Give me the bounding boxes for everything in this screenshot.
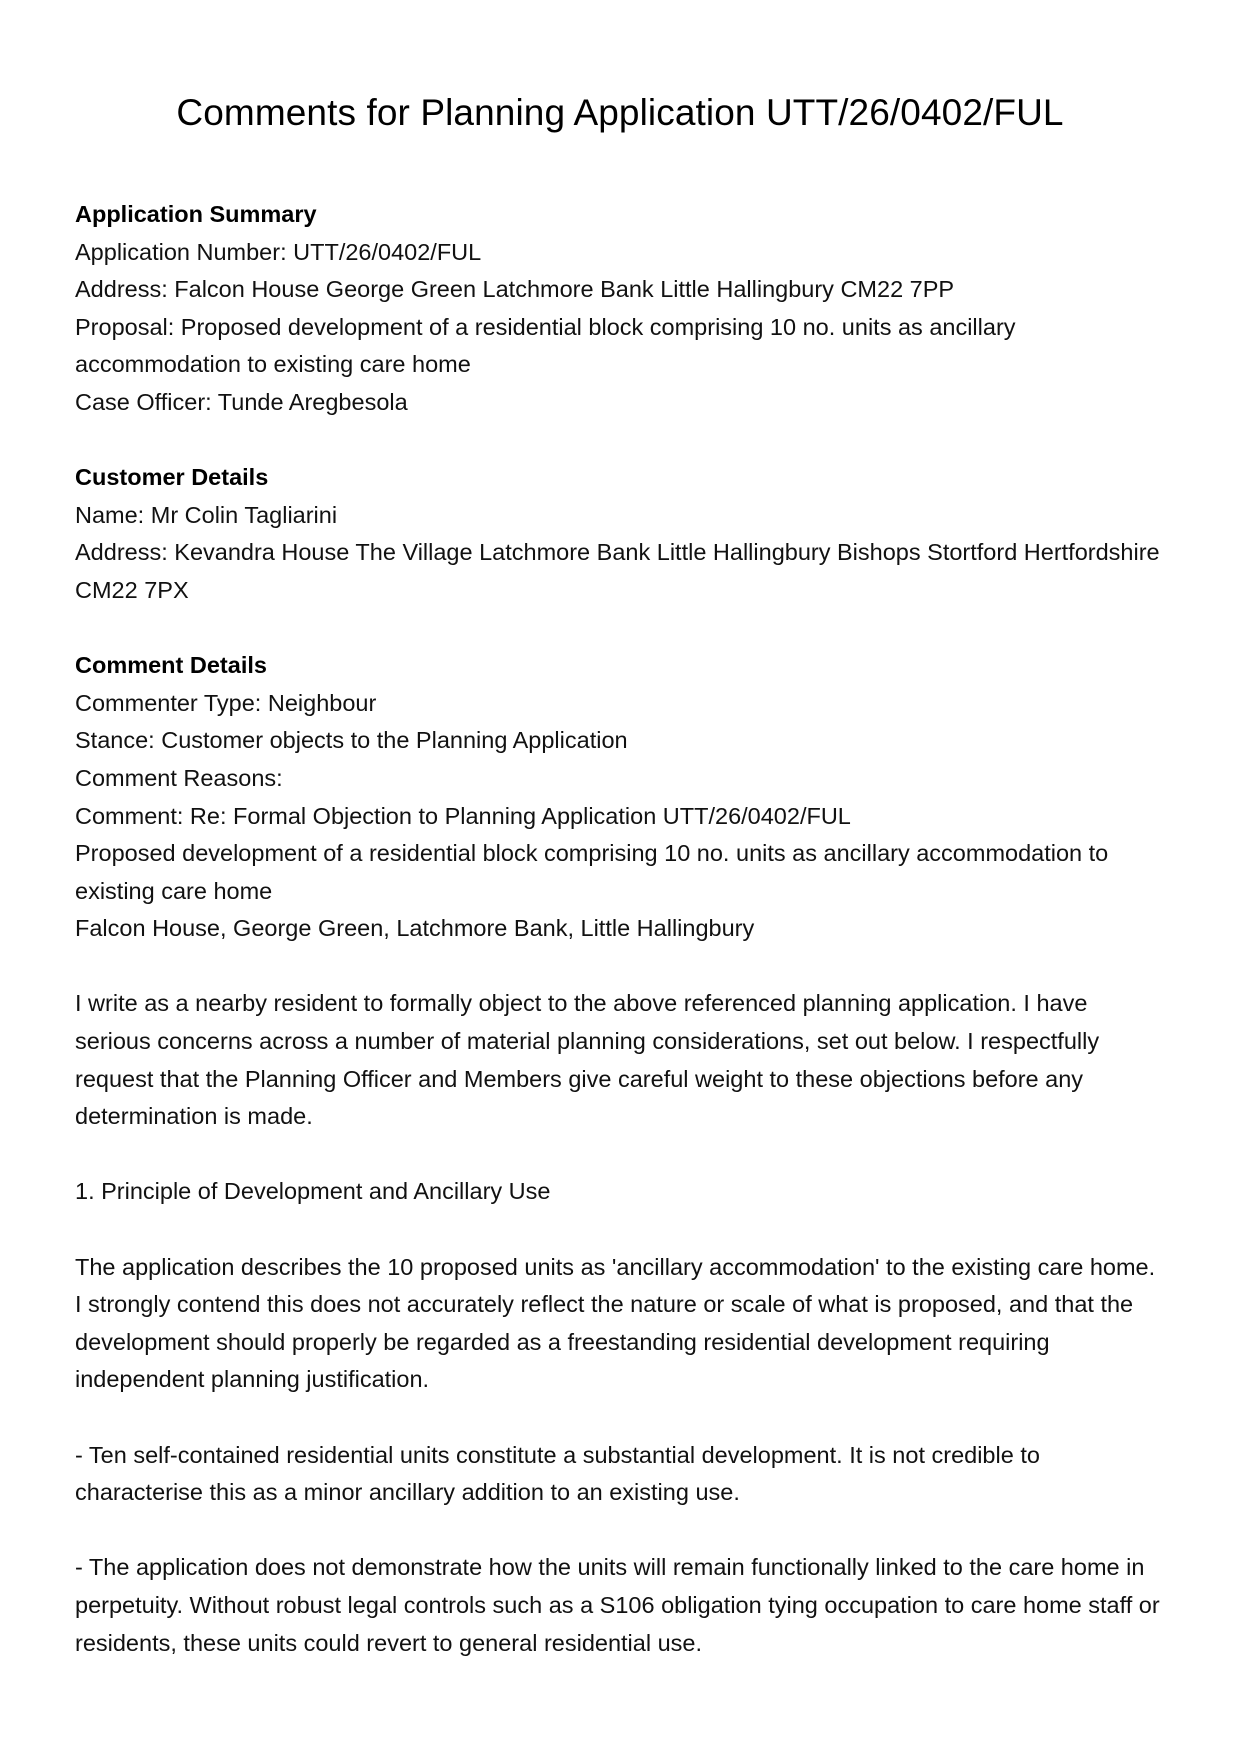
section-1-paragraph: The application describes the 10 proposed units as 'ancillary accommodation' to the existing care home. I strongly contend this does not accurately reflect the nature or scale of what is proposed, and that the development should properly be regarded as a freestanding residential development requiring independent planning justification.: [75, 1253, 1156, 1393]
bullet-point-2: - The application does not demonstrate how the units will remain functionally linked to the care home in perpetuity. Without robust legal controls such as a S106 obligation tying occupation to care home staff or residents, these units could revert to general residential use.: [75, 1554, 1160, 1656]
comment-subject: Comment: Re: Formal Objection to Planning Application UTT/26/0402/FUL: [75, 802, 851, 829]
spacer: [75, 1512, 1165, 1550]
site-address: Address: Falcon House George Green Latchmore Bank Little Hallingbury CM22 7PP: [75, 276, 955, 303]
commenter-type: Commenter Type: Neighbour: [75, 689, 377, 716]
proposal: Proposal: Proposed development of a residential block comprising 10 no. units as ancillary accommodation to existing care home: [75, 313, 1016, 378]
spacer: [75, 422, 1165, 460]
comment-details-section: [75, 647, 1165, 948]
spacer: [75, 1211, 1165, 1249]
spacer: [75, 1399, 1165, 1437]
comment-reasons: Comment Reasons:: [75, 764, 283, 791]
spacer: [75, 610, 1165, 648]
page-title: Comments for Planning Application UTT/26/0402/FUL: [176, 92, 1064, 133]
bullet-point-1: - Ten self-contained residential units constitute a substantial development. It is not credible to characterise this as a minor ancillary addition to an existing use.: [75, 1441, 1040, 1506]
customer-details-heading: Customer Details: [75, 464, 269, 491]
application-number: Application Number: UTT/26/0402/FUL: [75, 238, 482, 265]
application-summary-heading: Application Summary: [75, 201, 317, 227]
comment-proposal: Proposed development of a residential block comprising 10 no. units as ancillary accommodation to existing care home: [75, 840, 1109, 904]
comment-details-heading: Comment Details: [75, 652, 267, 679]
customer-address: Address: Kevandra House The Village Latchmore Bank Little Hallingbury Bishops Stortford Hertfordshire CM22 7PX: [75, 539, 1160, 603]
spacer: [75, 948, 1165, 986]
intro-paragraph: I write as a nearby resident to formally object to the above referenced planning application. I have serious concerns across a number of material planning considerations, set out below. I respectfully request that the Planning Officer and Members give careful weight to these objections before any determination is made.: [75, 990, 1100, 1130]
comment-site: Falcon House, George Green, Latchmore Bank, Little Hallingbury: [75, 915, 755, 942]
customer-name: Name: Mr Colin Tagliarini: [75, 501, 338, 528]
application-summary-section: [75, 196, 1165, 422]
customer-details-section: [75, 459, 1165, 609]
stance: Stance: Customer objects to the Planning Application: [75, 727, 628, 754]
section-1-heading: 1. Principle of Development and Ancillary Use: [75, 1178, 551, 1205]
spacer: [75, 1136, 1165, 1174]
case-officer: Case Officer: Tunde Aregbesola: [75, 388, 408, 415]
